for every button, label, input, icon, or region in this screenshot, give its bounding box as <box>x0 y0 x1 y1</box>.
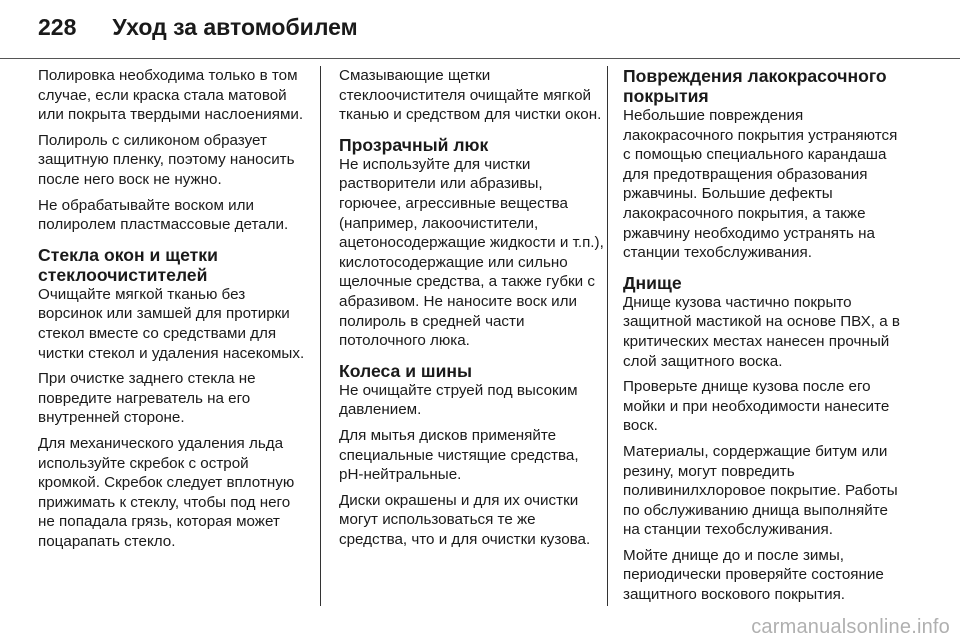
paragraph: При очистке заднего стекла не повредите нагреватель на его внутренней стороне. <box>38 370 256 427</box>
paragraph: Мойте днище до и после зимы, периодически проверяйте состояние защитного воскового покрытия. <box>623 546 884 604</box>
chapter-title: Уход за автомобилем <box>112 14 358 40</box>
paragraph: Полироль с силиконом образует защитную пленку, поэтому наносить после него воск не нужно. <box>38 131 295 188</box>
header-rule <box>0 58 960 59</box>
page-header <box>38 14 358 54</box>
section-heading-paint: Повреждения лакокрасочного покрытия <box>623 66 887 106</box>
section-heading-sunroof: Прозрачный люк <box>339 134 489 155</box>
paragraph: Для мытья дисков применяйте специальные чистящие средства, pH-нейтральные. <box>339 426 579 484</box>
column-right <box>623 66 905 611</box>
section-heading-windows: Стекла окон и щетки стеклоочистителей <box>38 244 218 285</box>
column-divider <box>320 66 321 606</box>
paragraph: Очищайте мягкой тканью без ворсинок или замшей для протирки стекол вместе со средствами для чистки стекол и удаления насекомых. <box>38 285 305 362</box>
paragraph: Днище кузова частично покрыто защитной мастикой на основе ПВХ, а в критических местах нанесен прочный слой защитного воска. <box>623 293 900 370</box>
paragraph: Для механического удаления льда используйте скребок с острой кромкой. Скребок следует вплотную прижимать к стеклу, чтобы под него не попадала грязь, которая может поцарапать стекло. <box>38 434 295 550</box>
paragraph: Полировка необходима только в том случае, если краска стала матовой или покрыта твердыми наслоениями. <box>38 67 304 124</box>
page-number: 228 <box>38 14 77 40</box>
paragraph: Не обрабатывайте воском или полиролем пластмассовые детали. <box>38 196 289 234</box>
section-heading-underbody: Днище <box>623 272 682 293</box>
column-middle <box>339 66 607 555</box>
section-heading-wheels: Колеса и шины <box>339 360 473 381</box>
paragraph: Проверьте днище кузова после его мойки и при необходимости нанесите воск. <box>623 378 890 435</box>
paragraph: Материалы, сордержащие битум или резину, могут повредить поливинилхлоровое покрытие. Работы по обслуживанию днища выполняйте на станции техобслуживания. <box>623 442 898 539</box>
paragraph: Смазывающие щетки стеклоочистителя очищайте мягкой тканью и средством для чистки окон. <box>339 67 602 124</box>
paragraph: Небольшие повреждения лакокрасочного покрытия устраняются с помощью специального карандаша для предотвращения образования ржавчины. Большие дефекты лакокрасочного покрытия, а также ржавчину необходимо устранять на станции техобслуживания. <box>623 107 898 262</box>
column-left <box>38 66 306 557</box>
paragraph: Не очищайте струей под высоким давлением. <box>339 381 578 419</box>
watermark: carmanualsonline.info <box>751 616 950 638</box>
paragraph: Не используйте для чистки растворители или абразивы, горючее, агрессивные вещества (например, лакоочистители, ацетоносодержащие жидкости и т.п.), кислотосодержащие или сильно щелочные средства, а также губки с абразивом. Не наносите воск или полироль в средней части потолочного люка. <box>339 155 604 350</box>
column-divider <box>607 66 608 606</box>
paragraph: Диски окрашены и для их очистки могут использоваться те же средства, что и для очистки кузова. <box>339 491 591 548</box>
